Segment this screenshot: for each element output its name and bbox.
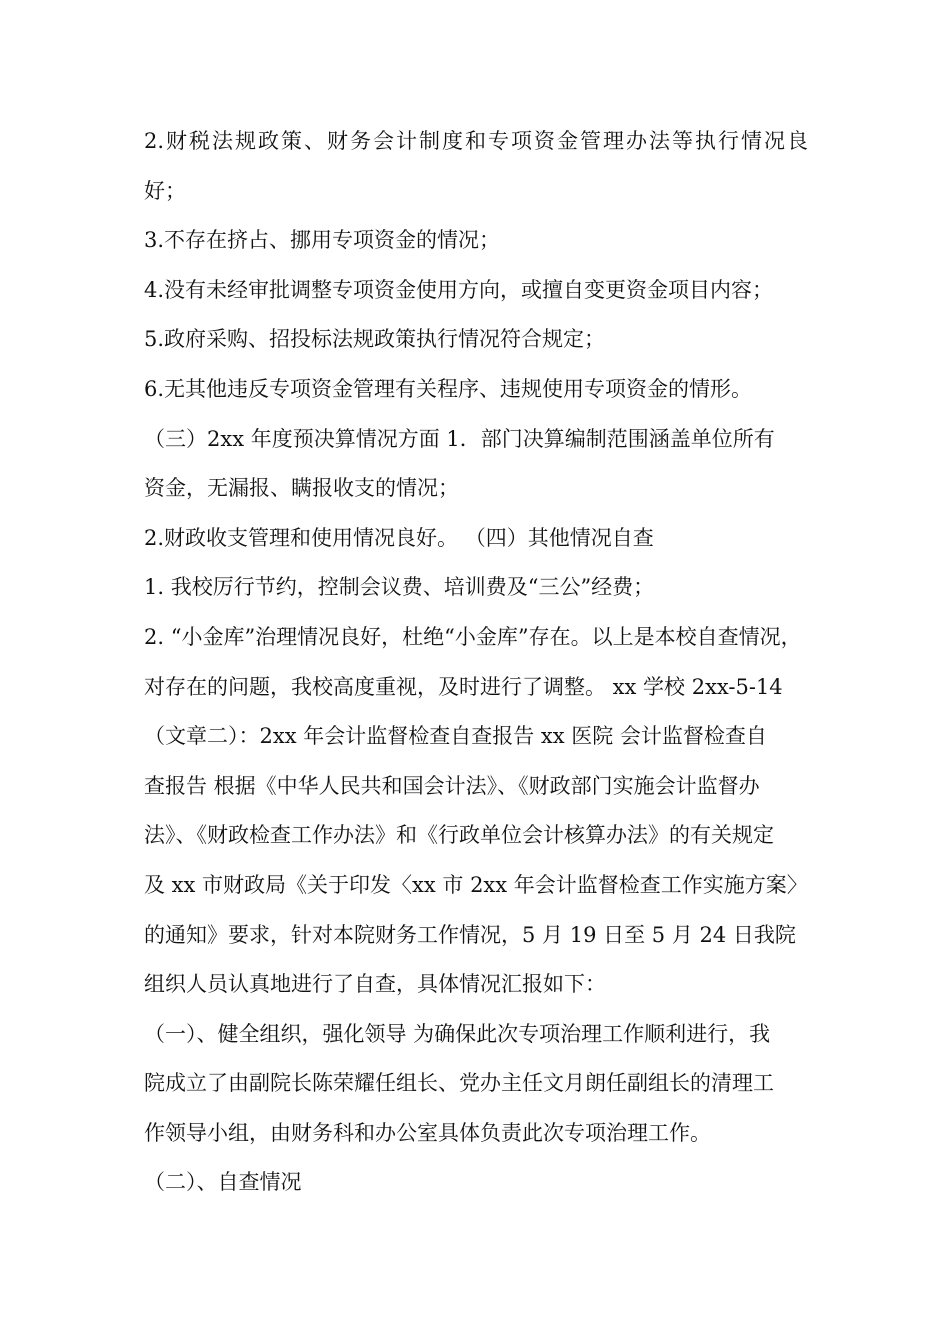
text-line-19: （一）、健全组织，强化领导 为确保此次专项治理工作顺利进行，我 — [144, 1021, 771, 1046]
document-body — [144, 117, 808, 1208]
text-line-8: 资金，无漏报、瞒报收支的情况； — [144, 476, 459, 501]
text-line-22: （二）、自查情况 — [144, 1170, 302, 1195]
text-line-15: 法》、《财政检查工作办法》和《行政单位会计核算办法》的有关规定 — [144, 823, 774, 848]
text-line-2: 好； — [144, 178, 186, 203]
text-line-21: 作领导小组，由财务科和办公室具体负责此次专项治理工作。 — [144, 1120, 711, 1145]
text-line-6: 6.无其他违反专项资金管理有关程序、违规使用专项资金的情形。 — [144, 376, 753, 401]
text-line-16: 及 xx 市财政局《关于印发〈xx 市 2xx 年会计监督检查工作实施方案〉 — [144, 872, 808, 897]
text-line-18: 组织人员认真地进行了自查，具体情况汇报如下： — [144, 972, 606, 997]
text-line-11: 2. “小金库”治理情况良好，杜绝“小金库”存在。以上是本校自查情况， — [144, 624, 802, 649]
text-line-14: 查报告 根据《中华人民共和国会计法》、《财政部门实施会计监督办 — [144, 773, 760, 798]
text-line-3: 3.不存在挤占、挪用专项资金的情况； — [144, 228, 501, 253]
text-line-1: 2.财税法规政策、财务会计制度和专项资金管理办法等执行情况良 — [144, 129, 808, 153]
text-line-5: 5.政府采购、招投标法规政策执行情况符合规定； — [144, 327, 606, 352]
text-line-12: 对存在的问题，我校高度重视，及时进行了调整。 xx 学校 2xx-5-14 — [144, 674, 783, 699]
text-line-13: （文章二）：2xx 年会计监督检查自查报告 xx 医院 会计监督检查自 — [144, 724, 767, 749]
text-line-20: 院成立了由副院长陈荣耀任组长、党办主任文月朗任副组长的清理工 — [144, 1071, 774, 1096]
text-line-9: 2.财政收支管理和使用情况良好。 （四）其他情况自查 — [144, 525, 654, 550]
text-line-10: 1. 我校厉行节约，控制会议费、培训费及“三公”经费； — [144, 575, 655, 600]
text-line-17: 的通知》要求，针对本院财务工作情况，5 月 19 日至 5 月 24 日我院 — [144, 922, 796, 947]
text-line-4: 4.没有未经审批调整专项资金使用方向，或擅自变更资金项目内容； — [144, 277, 774, 302]
text-line-7: （三）2xx 年度预决算情况方面 1．部门决算编制范围涵盖单位所有 — [144, 426, 775, 451]
